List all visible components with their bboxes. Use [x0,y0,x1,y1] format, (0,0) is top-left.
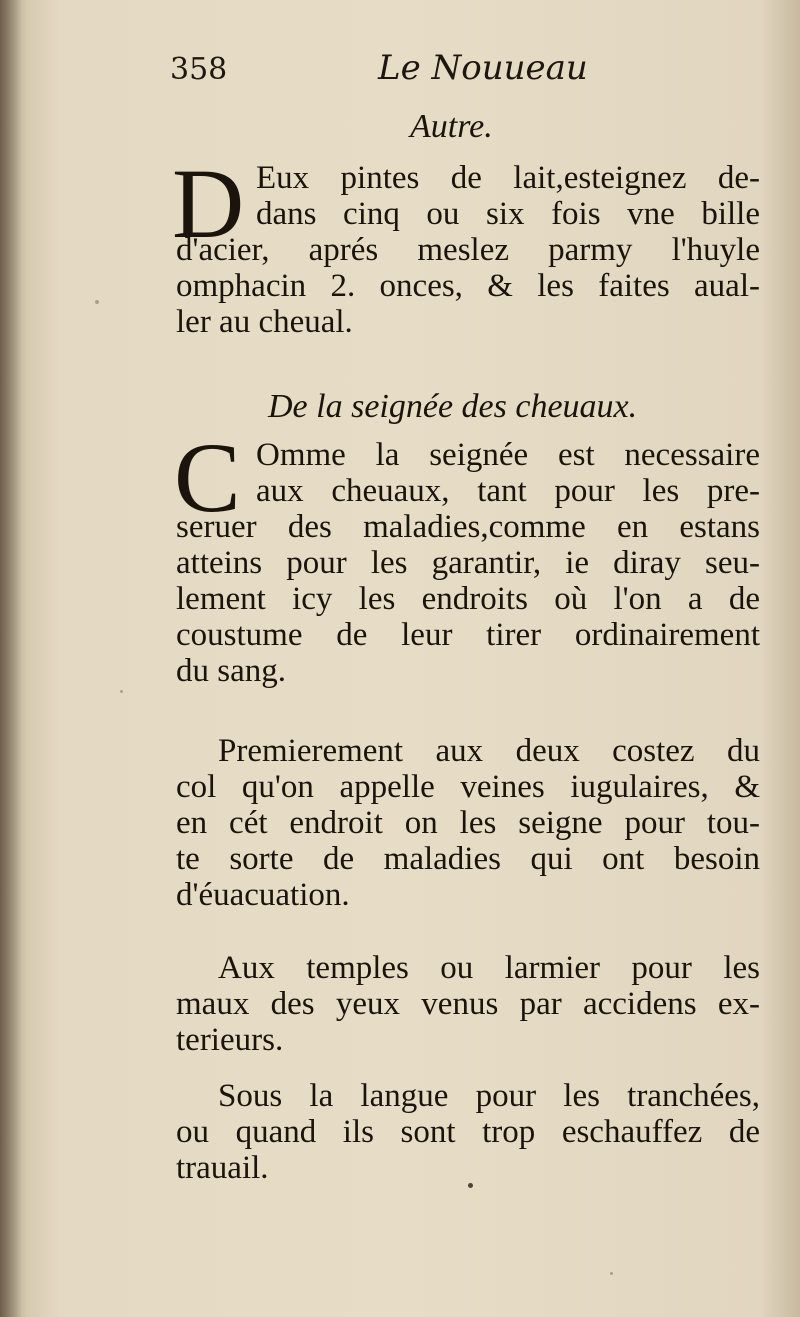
paragraph-aux-temples [176,950,760,1058]
text-line: omphacin 2. onces, & les faites aual- [176,268,760,304]
text-line: Eux pintes de lait,esteignez de- [256,160,760,196]
section-1-body [176,160,760,340]
drop-cap-c: C [174,422,241,533]
text-line: te sorte de maladies qui ont besoin [176,841,760,877]
text-line: d'éuacuation. [176,877,350,913]
text-line: ou quand ils sont trop eschauffez de [176,1114,760,1150]
page-number: 358 [170,52,228,87]
text-line: atteins pour les garantir, ie diray seu- [176,545,760,581]
running-title: Le Nouueau [378,48,588,88]
text-line: d'acier, aprés meslez parmy l'huyle [176,232,760,268]
paragraph-premierement [176,733,760,913]
text-line: Aux temples ou larmier pour les [218,950,760,986]
paper-speck [95,300,99,304]
section-heading-autre: Autre. [410,108,493,145]
running-head [170,48,610,96]
text-line: aux cheuaux, tant pour les pre- [256,473,760,509]
drop-cap-d: D [172,148,245,259]
text-line: maux des yeux venus par accidens ex- [176,986,760,1022]
text-line: ler au cheual. [176,304,353,340]
section-2-body [176,437,760,689]
text-line: du sang. [176,653,286,689]
text-line: terieurs. [176,1022,284,1058]
text-line: dans cinq ou six fois vne bille [256,196,760,232]
text-line: col qu'on appelle veines iugulaires, & [176,769,760,805]
text-line: Premierement aux deux costez du [218,733,760,769]
text-line: en cét endroit on les seigne pour tou- [176,805,760,841]
section-heading-seignee: De la seignée des cheuaux. [268,388,638,425]
page-gutter-shadow [0,0,22,1317]
text-line: Omme la seignée est necessaire [256,437,760,473]
text-line: Sous la langue pour les tranchées, [218,1078,760,1114]
paper-speck [120,690,123,693]
paper-speck [610,1272,613,1275]
text-line: trauail. [176,1150,269,1186]
paragraph-sous-la-langue [176,1078,760,1186]
text-line: coustume de leur tirer ordinairement [176,617,760,653]
text-line: seruer des maladies,comme en estans [176,509,760,545]
text-line: lement icy les endroits où l'on a de [176,581,760,617]
